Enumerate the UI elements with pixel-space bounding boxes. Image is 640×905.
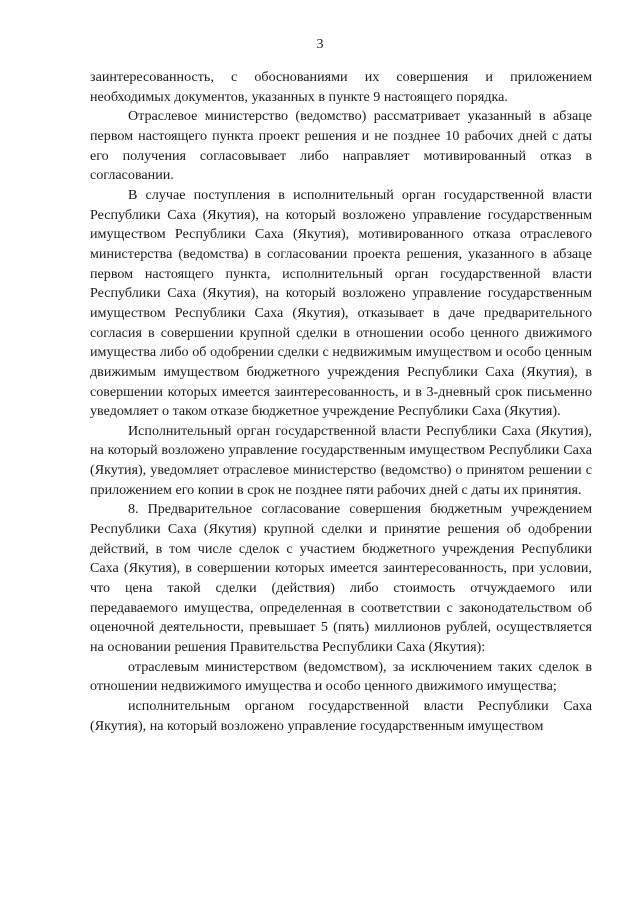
paragraph-4: Исполнительный орган государственной власти Республики Саха (Якутия), на который возложено управление государственным имуществом Республики Саха (Якутия), уведомляет отраслевое министерство (ведомство) о принятом решении с приложением его копии в срок не позднее пяти рабочих дней с даты их принятия. (90, 422, 592, 498)
paragraph-2: Отраслевое министерство (ведомство) рассматривает указанный в абзаце первом настоящего пункта проект решения и не позднее 10 рабочих дней с даты его получения согласовывает либо направляет мотивированный отказ в согласовании. (90, 108, 592, 184)
paragraph-1: заинтересованность, с обоснованиями их совершения и приложением необходимых документов, указанных в пункте 9 настоящего порядка. (90, 69, 592, 105)
paragraph-5: 8. Предварительное согласование совершения бюджетным учреждением Республики Саха (Якутия) крупной сделки и принятие решения об одобрении действий, в том числе сделок с участием бюджетного учреждения Республики Саха (Якутия), в совершении которых имеется заинтересованность, при условии, что цена такой сделки (действия) либо стоимость отчуждаемого или передаваемого имущества, определенная в соответствии с законодательством об оценочной деятельности, превышает 5 (пять) миллионов рублей, осуществляется на основании решения Правительства Республики Саха (Якутия): (90, 501, 592, 656)
document-body (90, 68, 592, 736)
paragraph-3: В случае поступления в исполнительный орган государственной власти Республики Саха (Якутия), на который возложено управление государственным имуществом Республики Саха (Якутия), мотивированного отказа отраслевого министерства (ведомства) в согласовании проекта решения, указанного в абзаце первом настоящего пункта, исполнительный орган государственной власти Республики Саха (Якутия), на который возложено управление государственным имуществом Республики Саха (Якутия), отказывает в даче предварительного согласия в совершении крупной сделки в отношении особо ценного движимого имущества либо об одобрении сделки с недвижимым имуществом и особо ценным движимым имуществом бюджетного учреждения Республики Саха (Якутия), в совершении которых имеется заинтересованность, и в 3-дневный срок письменно уведомляет о таком отказе бюджетное учреждение Республики Саха (Якутия). (90, 186, 592, 420)
paragraph-7: исполнительным органом государственной власти Республики Саха (Якутия), на который возложено управление государственным имуществом (90, 698, 592, 734)
paragraph-6: отраслевым министерством (ведомством), за исключением таких сделок в отношении недвижимого имущества и особо ценного движимого имущества; (90, 658, 592, 695)
page-number: 3 (316, 37, 324, 52)
